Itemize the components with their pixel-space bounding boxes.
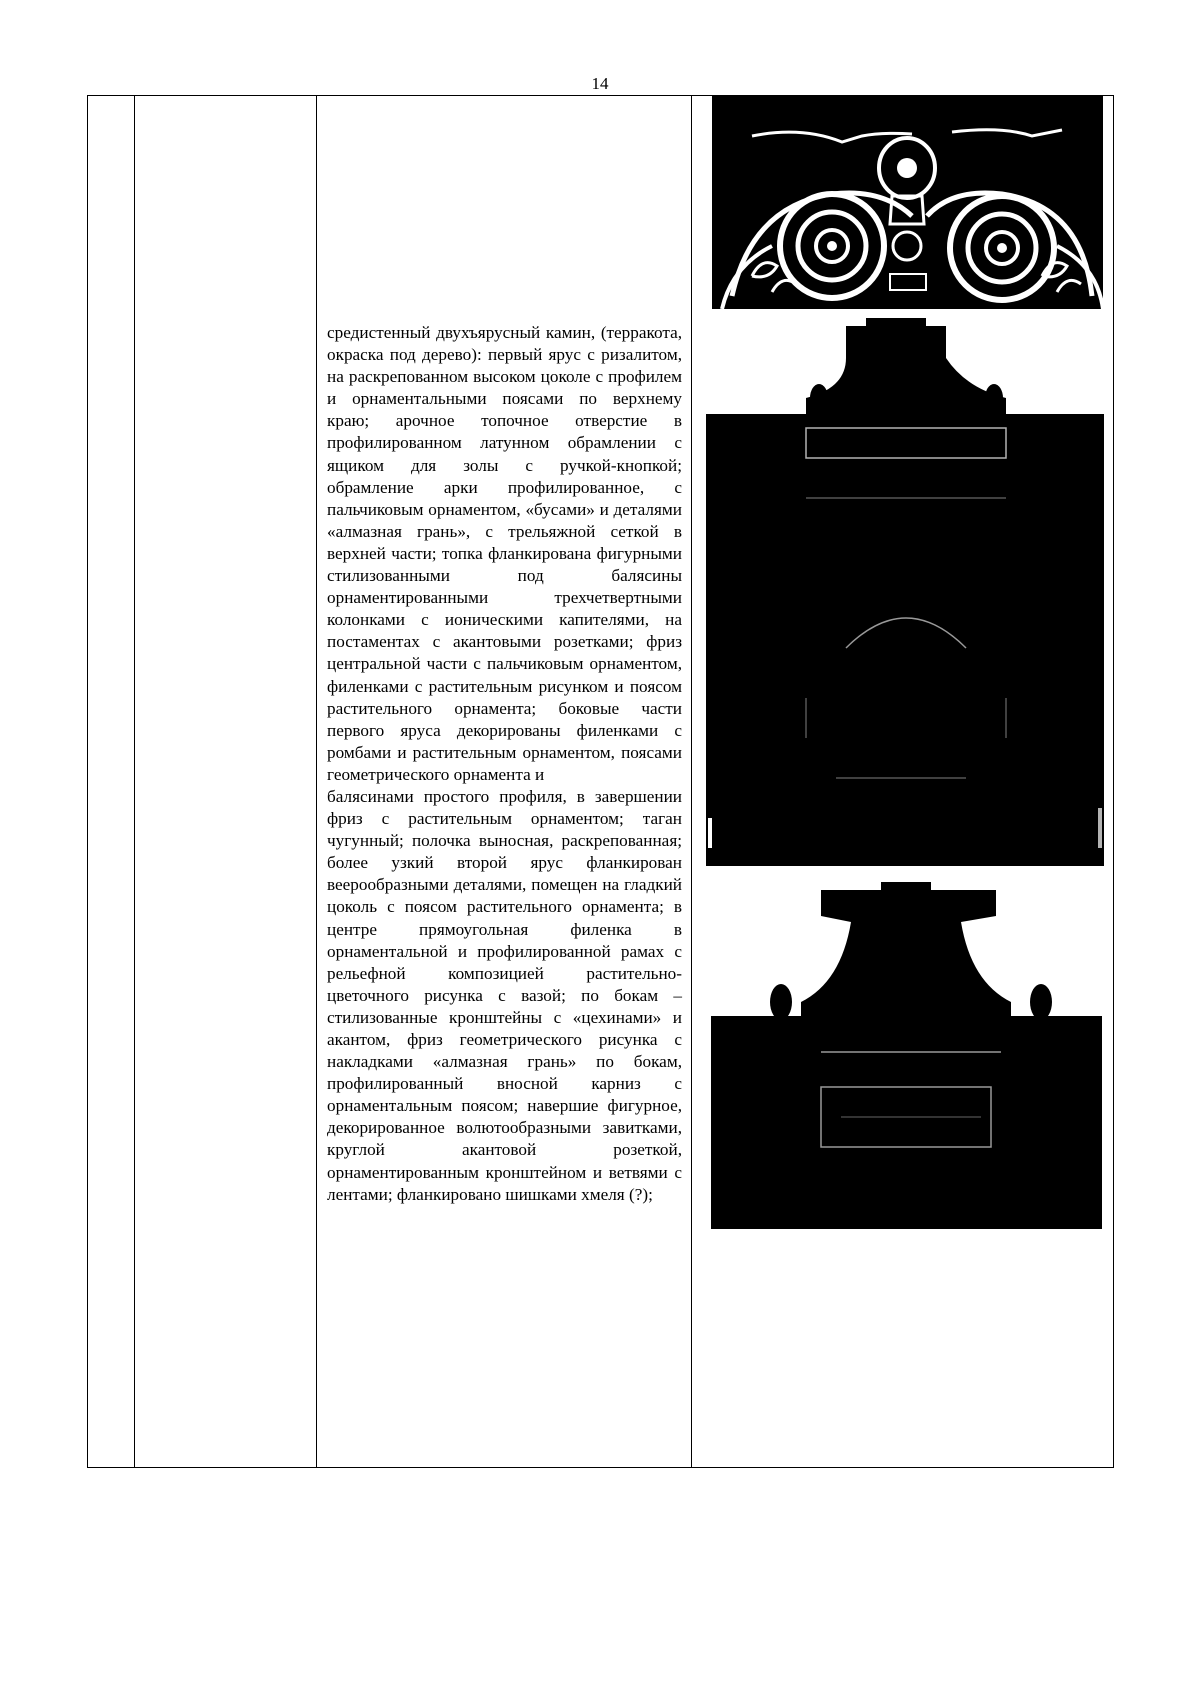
description-text-part-1: средистенный двухъярусный камин, (терракота, окраска под дерево): первый ярус с ризалитом, на раскрепованном высоком цоколе с профилем и орнаментальными поясами по верхнему краю; арочное топочное отверстие в профилированном латунном обрамлении с ящиком для золы с ручкой-кнопкой; обрамление арки профилированное, с пальчиковым орнаментом, «бусами» и деталями «алмазная грань», с трельяжной сеткой в верхней части; топка фланкирована фигурными стилизованными под балясины орнаментированными трехчетвертными колонками с ионическими капителями, на постаментах с акантовыми розетками; фриз центральной части с пальчиковым орнаментом, филенками с растительным рисунком и поясом растительного орнамента; боковые части первого яруса декорированы филенками с ромбами и растительным орнаментом, поясами геометрического орнамента и [327, 323, 682, 784]
table-column-divider [134, 96, 135, 1467]
table-column-divider [691, 96, 692, 1467]
page-number: 14 [591, 74, 609, 93]
fireplace-first-tier-image [706, 318, 1104, 866]
fireplace-second-tier-photo [711, 882, 1102, 1229]
table-column-divider [316, 96, 317, 1467]
fireplace-crest-image [712, 96, 1103, 309]
fireplace-second-tier-image [711, 882, 1102, 1229]
fireplace-first-tier-photo [706, 318, 1104, 866]
fireplace-crest-photo [712, 96, 1103, 309]
description-text-part-2: балясинами простого профиля, в завершении фриз с растительным орнаментом; таган чугунный; полочка выносная, раскрепованная; более узкий второй ярус фланкирован веерообразными деталями, помещен на гладкий цоколь с поясом растительного орнамента; в центре прямоугольная филенка в орнаментальной и профилированной рамах с рельефной композицией растительно-цветочного рисунка с вазой; по бокам – стилизованные кронштейны с «цехинами» и акантом, фриз геометрического рисунка с накладками «алмазная грань» по бокам, профилированный вносной карниз с орнаментальным поясом; навершие фигурное, декорированное волютообразными завитками, круглой акантовой розеткой, орнаментированным кронштейном и ветвями с лентами; фланкировано шишками хмеля (?); [327, 786, 682, 1204]
description-cell [327, 322, 682, 1206]
